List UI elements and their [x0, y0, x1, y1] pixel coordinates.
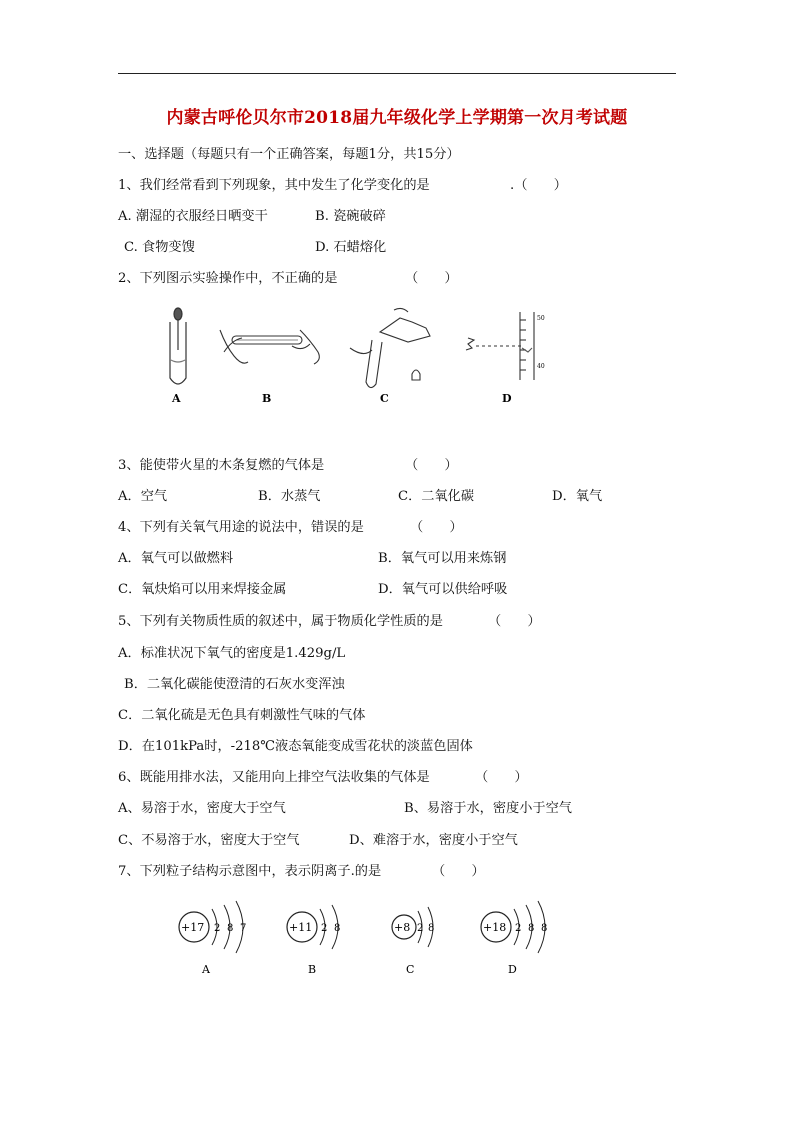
question-2-paren: （ ） — [405, 271, 458, 286]
question-1-option-d: D. 石蜡熔化 — [315, 240, 387, 255]
section-heading: 一、选择题（每题只有一个正确答案，每题1分，共15分） — [118, 147, 460, 162]
question-1-paren: .（ ） — [510, 178, 567, 193]
atom-label-d: D — [508, 963, 517, 976]
svg-text:+18: +18 — [483, 921, 507, 934]
question-4-option-b: B．氧气可以用来炼钢 — [378, 551, 507, 566]
question-5-option-d: D．在101kPa时，-218℃液态氧能变成雪花状的淡蓝色固体 — [118, 739, 473, 754]
figure-label-d: D — [502, 392, 512, 405]
question-3-option-d: D．氧气 — [552, 489, 603, 504]
svg-text:2: 2 — [515, 923, 522, 934]
svg-text:8: 8 — [528, 923, 535, 934]
question-5-option-b: B．二氧化碳能使澄清的石灰水变浑浊 — [124, 677, 345, 692]
question-1-option-c: C. 食物变馊 — [124, 240, 195, 255]
question-6-stem: 6、既能用排水法，又能用向上排空气法收集的气体是 — [118, 770, 430, 785]
figure-d-cylinder-icon — [466, 312, 534, 380]
question-2-stem: 2、下列图示实验操作中，不正确的是 — [118, 271, 338, 286]
question-3-paren: （ ） — [405, 458, 458, 473]
figure-label-a: A — [172, 392, 181, 405]
atom-label-c: C — [406, 963, 415, 976]
svg-text:8: 8 — [541, 923, 548, 934]
question-4-option-c: C．氧炔焰可以用来焊接金属 — [118, 582, 287, 597]
svg-text:8: 8 — [334, 923, 341, 934]
question-7-figure — [170, 895, 570, 985]
question-6-option-d: D、难溶于水，密度小于空气 — [349, 833, 518, 848]
question-4-option-d: D．氧气可以供给呼吸 — [378, 582, 508, 597]
atom-diagram-b — [287, 905, 340, 976]
question-7-paren: （ ） — [432, 864, 485, 879]
question-7-stem: 7、下列粒子结构示意图中，表示阴离子.的是 — [118, 864, 382, 879]
cylinder-tick-40: 40 — [537, 363, 545, 370]
question-5-option-a: A．标准状况下氧气的密度是1.429g/L — [118, 646, 346, 661]
question-5-stem: 5、下列有关物质性质的叙述中，属于物质化学性质的是 — [118, 614, 443, 629]
question-4-stem: 4、下列有关氧气用途的说法中，错误的是 — [118, 520, 364, 535]
question-1-option-b: B. 瓷碗破碎 — [315, 209, 386, 224]
question-1-stem: 1、我们经常看到下列现象，其中发生了化学变化的是 — [118, 178, 430, 193]
question-6-option-a: A、易溶于水，密度大于空气 — [118, 801, 286, 816]
svg-text:8: 8 — [227, 923, 234, 934]
question-3-option-b: B．水蒸气 — [258, 489, 321, 504]
question-4-option-a: A．氧气可以做燃料 — [118, 551, 234, 566]
svg-text:+17: +17 — [181, 921, 205, 934]
page-title: 内蒙古呼伦贝尔市2018届九年级化学上学期第一次月考试题 — [166, 108, 628, 128]
question-1-option-a: A. 潮湿的衣服经日晒变干 — [118, 209, 268, 224]
question-5-option-c: C．二氧化硫是无色具有刺激性气味的气体 — [118, 708, 366, 723]
svg-text:2: 2 — [214, 923, 221, 934]
atom-diagram-a — [179, 901, 246, 976]
atom-label-b: B — [308, 963, 317, 976]
figure-label-b: B — [262, 392, 272, 405]
question-3-option-a: A．空气 — [118, 489, 168, 504]
figure-b-hands-icon — [220, 330, 319, 364]
svg-text:+8: +8 — [394, 921, 411, 934]
question-6-paren: （ ） — [475, 770, 528, 785]
figure-a-dropper-icon — [170, 308, 186, 384]
svg-text:2: 2 — [321, 923, 328, 934]
svg-text:+11: +11 — [289, 921, 313, 934]
question-5-paren: （ ） — [488, 614, 541, 629]
cylinder-tick-50: 50 — [537, 315, 545, 322]
atom-diagram-c — [392, 907, 434, 976]
question-4-paren: （ ） — [410, 520, 463, 535]
question-3-stem: 3、能使带火星的木条复燃的气体是 — [118, 458, 325, 473]
svg-text:7: 7 — [240, 923, 247, 934]
figure-c-pouring-icon — [350, 308, 430, 387]
header-rule — [118, 73, 676, 74]
figure-label-c: C — [380, 392, 389, 405]
question-2-figure — [150, 300, 560, 410]
question-6-option-b: B、易溶于水，密度小于空气 — [404, 801, 572, 816]
svg-text:8: 8 — [428, 923, 435, 934]
atom-label-a: A — [202, 963, 210, 976]
question-3-option-c: C．二氧化碳 — [398, 489, 475, 504]
svg-text:2: 2 — [417, 923, 424, 934]
question-6-option-c: C、不易溶于水，密度大于空气 — [118, 833, 300, 848]
atom-diagram-d — [481, 901, 547, 976]
